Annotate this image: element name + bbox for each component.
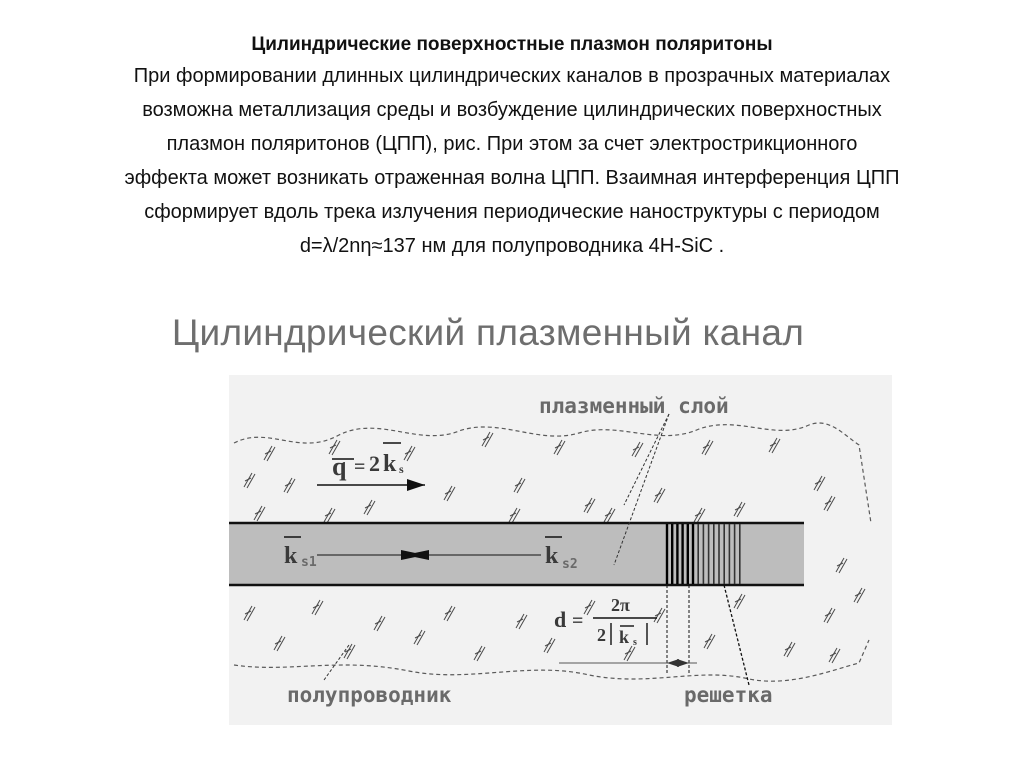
paragraph-line: возможна металлизация среды и возбуждение цилиндрических поверхностных [142, 99, 882, 121]
semiconductor-label: полупроводник [287, 683, 452, 707]
ks1-subscript: s1 [301, 555, 317, 570]
k-vector-symbol: k [383, 451, 397, 477]
ks2-subscript: s2 [562, 557, 578, 572]
text-block [8, 34, 1016, 263]
q-vector-symbol: q [332, 452, 347, 481]
figure-subtitle: Цилиндрический плазменный канал [171, 312, 805, 353]
grating-lines [667, 524, 740, 584]
k-subscript: s [399, 462, 404, 476]
formula-equals: = [572, 610, 584, 632]
formula-denominator-k: k [619, 627, 630, 647]
slide-title: Цилиндрические поверхностные плазмон поляритоны [251, 34, 773, 55]
formula-d: d [554, 607, 567, 632]
ks1-symbol: k [284, 543, 298, 569]
q-equals-sign: = [354, 456, 366, 478]
paragraph-line: сформирует вдоль трека излучения периодические наноструктуры с периодом [144, 201, 880, 223]
q-factor: 2 [369, 451, 380, 476]
paragraph-line: эффекта может возникать отраженная волна ЦПП. Взаимная интерференция ЦПП [124, 167, 900, 189]
plasma-channel [229, 523, 804, 585]
plasma-channel-diagram [229, 375, 892, 725]
ks2-symbol: k [545, 543, 559, 569]
paragraph-line: При формировании длинных цилиндрических каналов в прозрачных материалах [133, 65, 891, 87]
paragraph-line: d=λ/2nη≈137 нм для полупроводника 4H-SiC . [299, 235, 725, 257]
paragraph-line: плазмон поляритонов (ЦПП), рис. При этом за счет электрострикционного [166, 133, 858, 155]
formula-denominator-factor: 2 [597, 625, 606, 645]
paragraph [8, 59, 1016, 263]
formula-numerator: 2π [611, 595, 630, 615]
plasma-layer-label: плазменный слой [539, 394, 729, 418]
grating-label: решетка [684, 683, 773, 707]
formula-denominator-subscript: s [633, 637, 637, 648]
diagram-svg [229, 375, 892, 725]
